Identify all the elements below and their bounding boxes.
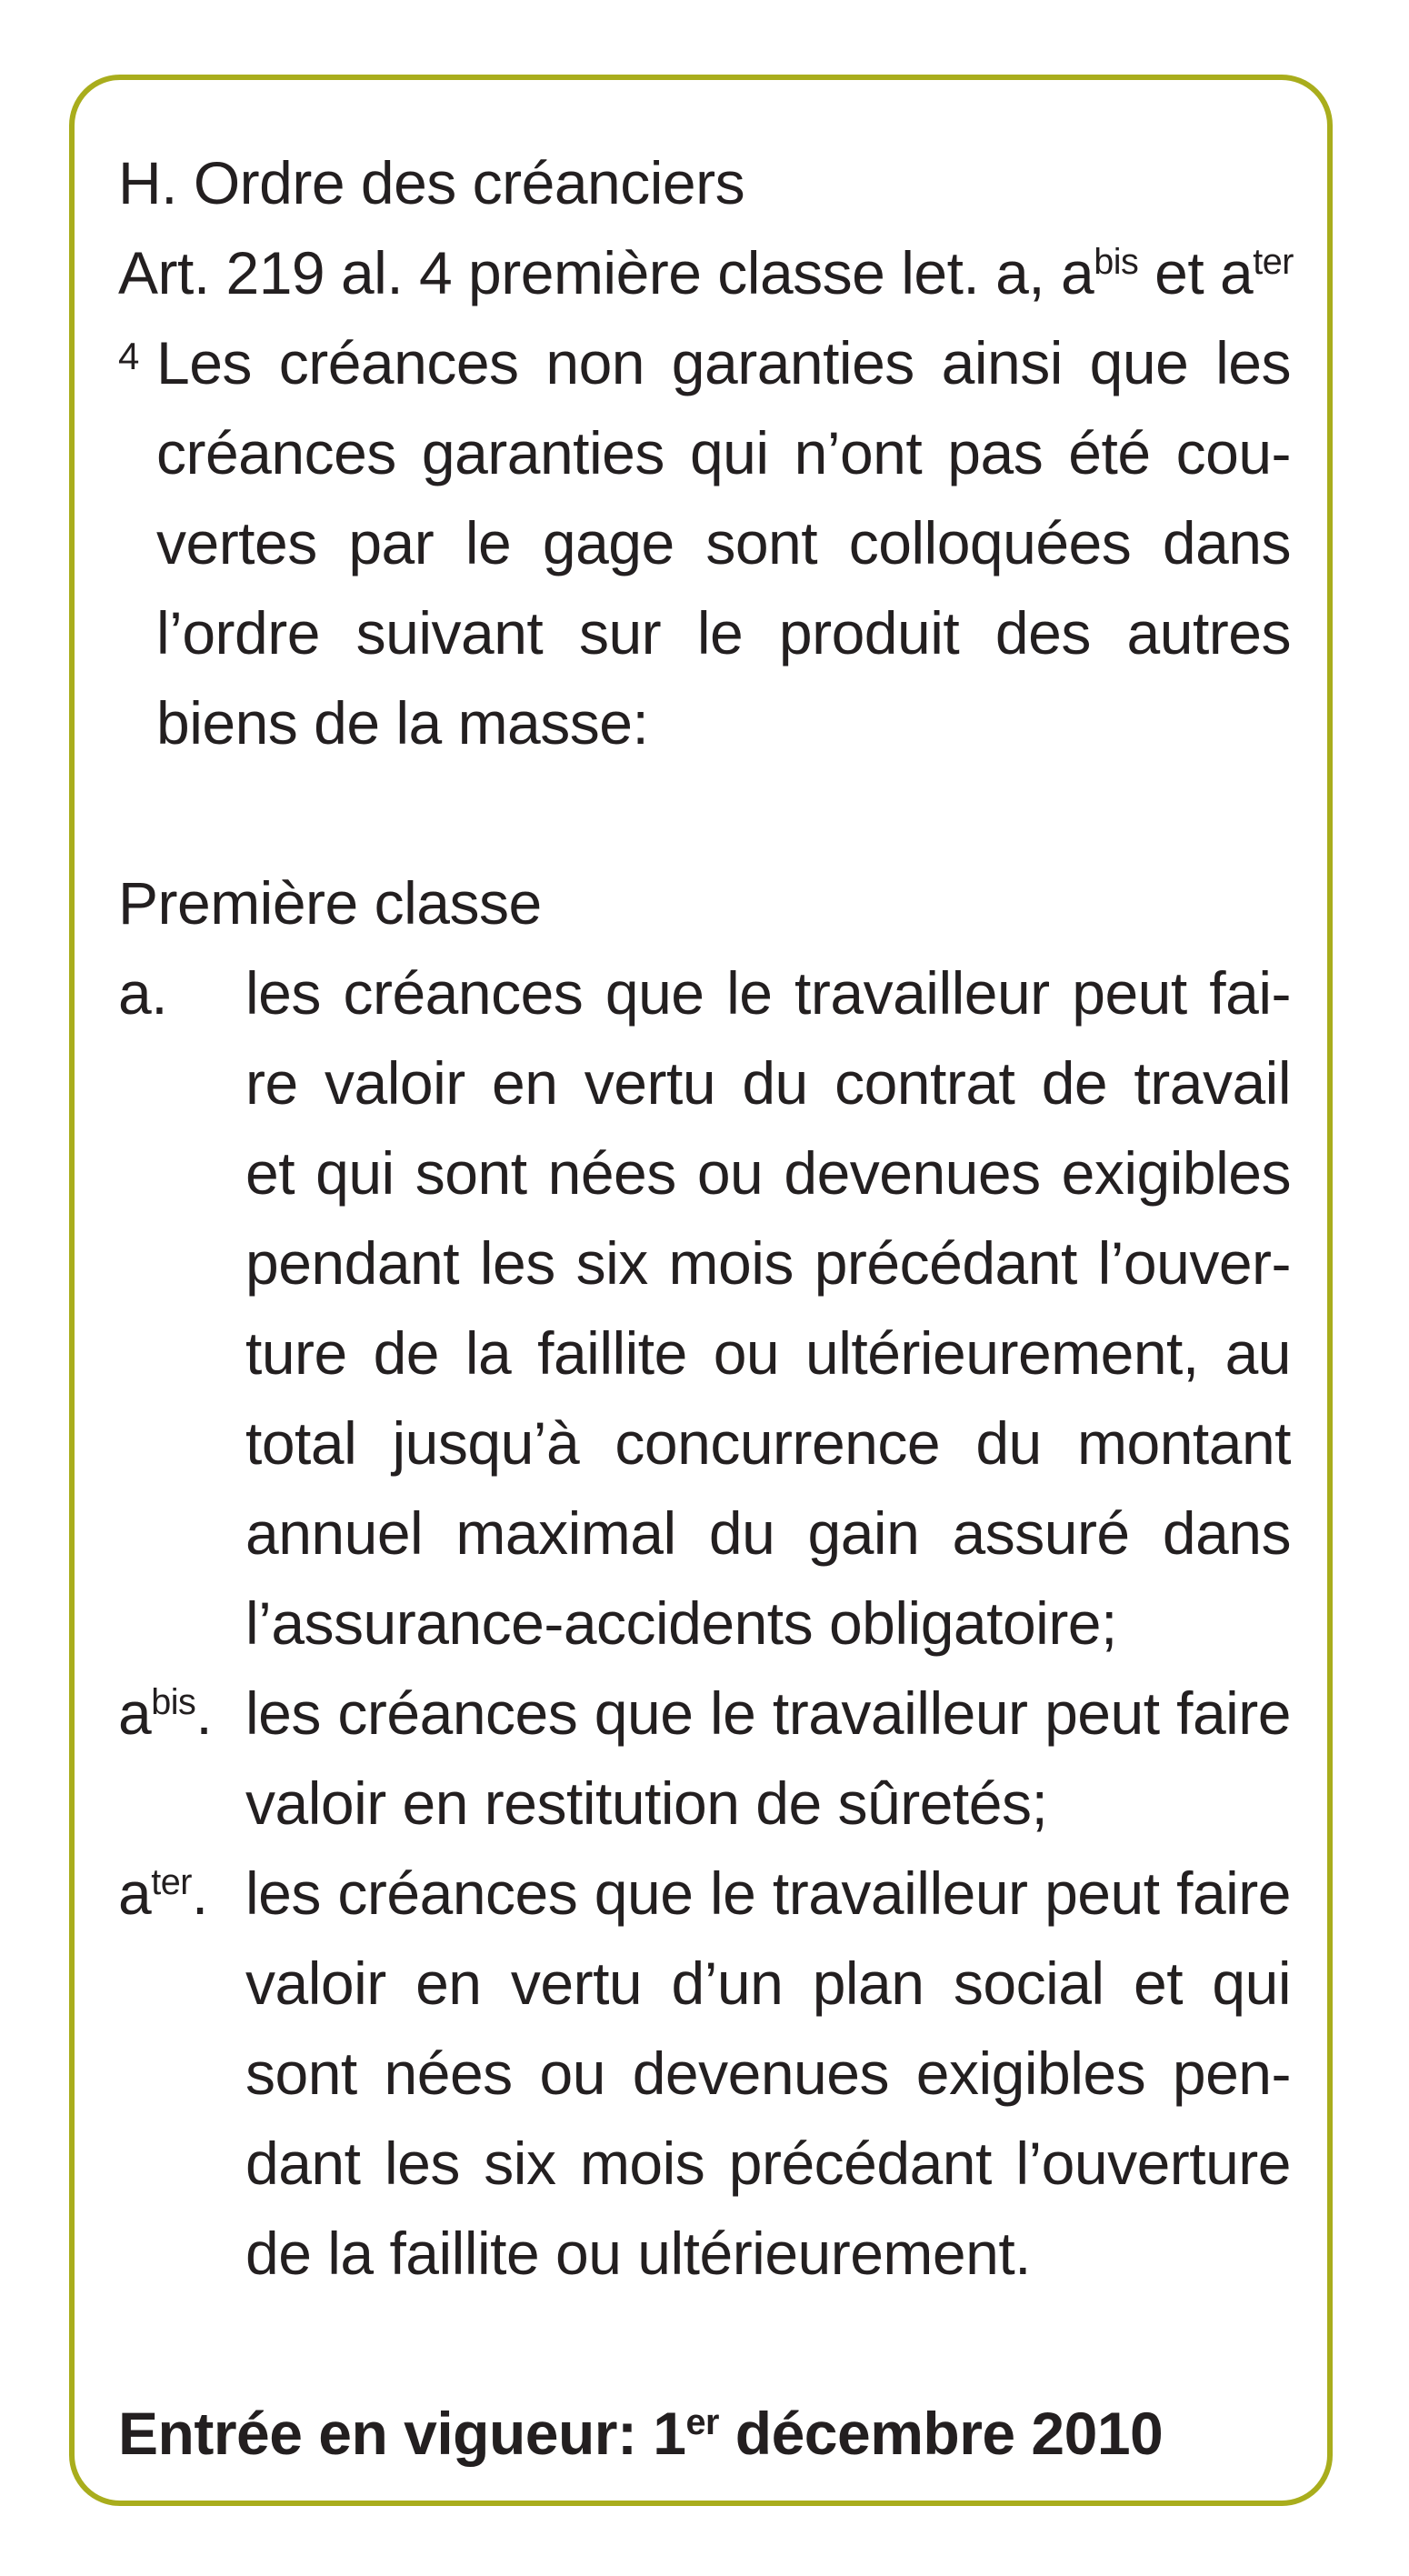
paragraph-line: l’ordre suivant sur le produit des autres bbox=[156, 599, 1291, 667]
article-reference bbox=[118, 228, 1294, 318]
paragraph-4 bbox=[118, 318, 1291, 768]
effective-date-suffix: décembre 2010 bbox=[718, 2400, 1164, 2467]
list-item-line: valoir en restitution de sûretés; bbox=[245, 1769, 1048, 1837]
paragraph-line: créances garanties qui n’ont pas été cou- bbox=[156, 419, 1291, 486]
paragraph-line: Les créances non garanties ainsi que les bbox=[156, 329, 1291, 396]
list-item-line: ture de la faillite ou ultérieurement, au bbox=[245, 1319, 1291, 1387]
list-item-marker-letter: a. bbox=[118, 959, 168, 1027]
legal-text-content bbox=[118, 138, 1294, 2479]
class-heading: Première classe bbox=[118, 869, 542, 937]
effective-date-sup: er bbox=[685, 2402, 719, 2443]
article-reference-sup-bis: bis bbox=[1094, 242, 1139, 283]
list-item-marker-sup: ter bbox=[151, 1862, 192, 1903]
list-item-line: pendant les six mois précédant l’ouver- bbox=[245, 1229, 1291, 1297]
list-item-line: l’assurance-accidents obligatoire; bbox=[245, 1589, 1117, 1657]
list-item-marker-suffix: . bbox=[195, 1679, 213, 1747]
effective-date bbox=[118, 2389, 1291, 2479]
list-item-marker-sup: bis bbox=[151, 1682, 196, 1723]
article-reference-middle: et a bbox=[1138, 239, 1254, 306]
effective-date-prefix: Entrée en vigueur: 1 bbox=[118, 2400, 686, 2467]
list-item-line: les créances que le travailleur peut faire bbox=[245, 1679, 1291, 1747]
article-reference-sup-ter: ter bbox=[1253, 242, 1294, 283]
list-item-line: total jusqu’à concurrence du montant bbox=[245, 1409, 1291, 1477]
article-reference-prefix: Art. 219 al. 4 première classe let. a, a bbox=[118, 239, 1094, 306]
section-heading: H. Ordre des créanciers bbox=[118, 149, 745, 216]
list-item-marker-letter: a bbox=[118, 1679, 152, 1747]
list-item-marker-suffix: . bbox=[191, 1859, 208, 1927]
list-item-line: les créances que le travailleur peut faire bbox=[245, 1859, 1291, 1927]
list-item-line: annuel maximal du gain assuré dans bbox=[245, 1499, 1291, 1567]
paragraph-number: 4 bbox=[118, 335, 139, 377]
list-item-marker-letter: a bbox=[118, 1859, 152, 1927]
list-item-a bbox=[118, 948, 1291, 1669]
list-item-marker bbox=[118, 948, 167, 1038]
list-item-line: re valoir en vertu du contrat de travail bbox=[245, 1049, 1291, 1117]
list-item-ater bbox=[118, 1849, 1291, 2299]
list-item-abis bbox=[118, 1669, 1291, 1849]
list-item-line: valoir en vertu d’un plan social et qui bbox=[245, 1950, 1291, 2017]
list-item-line: sont nées ou devenues exigibles pen- bbox=[245, 2040, 1291, 2107]
list-item-line: les créances que le travailleur peut fai- bbox=[245, 959, 1291, 1027]
list-item-marker bbox=[118, 1849, 208, 1939]
list-item-line: et qui sont nées ou devenues exigibles bbox=[245, 1139, 1291, 1207]
list-item-marker bbox=[118, 1669, 212, 1759]
list-item-line: de la faillite ou ultérieurement. bbox=[245, 2220, 1031, 2287]
paragraph-line: biens de la masse: bbox=[156, 689, 649, 757]
paragraph-line: vertes par le gage sont colloquées dans bbox=[156, 509, 1291, 576]
list-item-line: dant les six mois précédant l’ouverture bbox=[245, 2130, 1291, 2197]
